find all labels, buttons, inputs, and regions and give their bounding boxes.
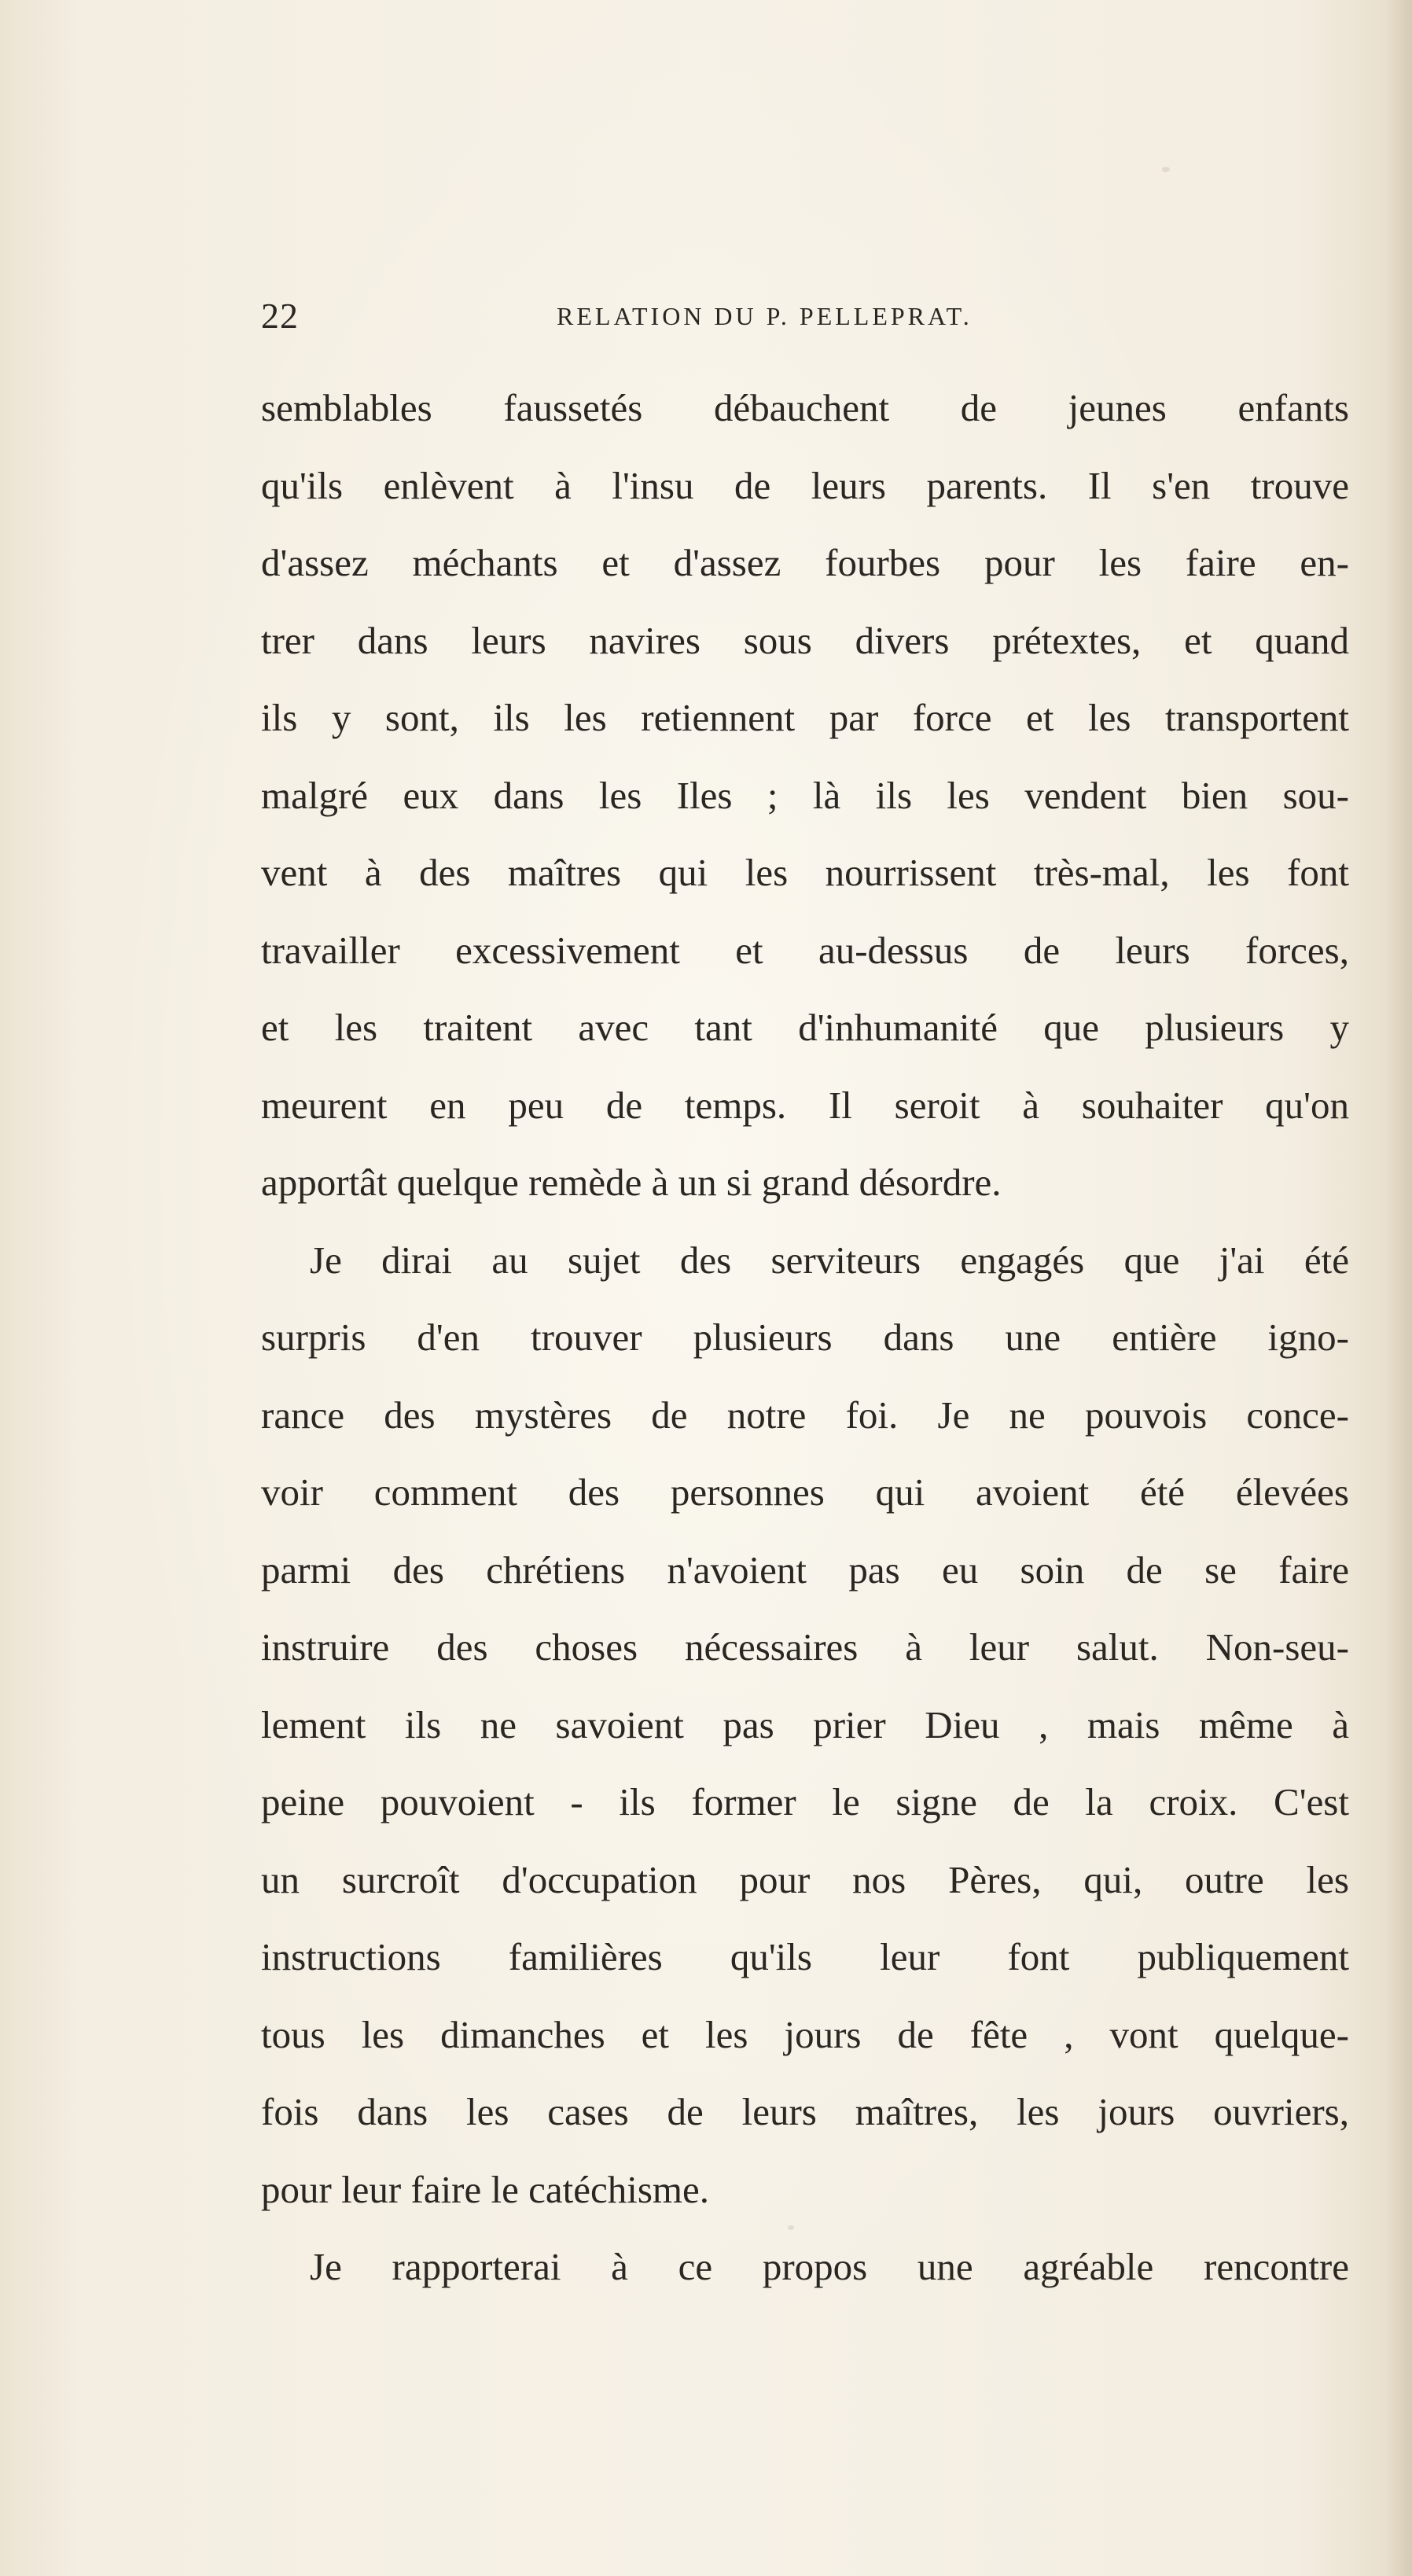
text-line: apportât quelque remède à un si grand désordre. [261, 1161, 1002, 1204]
text-line: lement ils ne savoient pas prier Dieu , mais même à [261, 1702, 1349, 1746]
text-line: d'assez méchants et d'assez fourbes pour les faire en- [261, 541, 1349, 584]
text-line: peine pouvoient - ils former le signe de la croix. C'est [261, 1780, 1349, 1823]
page-number: 22 [261, 296, 299, 336]
text-line: un surcroît d'occupation pour nos Pères, qui, outre les [261, 1857, 1349, 1901]
text-line: Je dirai au sujet des serviteurs engagés que j'ai été [310, 1238, 1349, 1282]
text-line: vent à des maîtres qui les nourrissent très-mal, les font [261, 851, 1349, 894]
text-line: malgré eux dans les Iles ; là ils les vendent bien sou- [261, 773, 1349, 817]
text-line: travailler excessivement et au-dessus de leurs forces, [261, 928, 1349, 972]
body-text [261, 370, 1349, 2306]
text-line: ils y sont, ils les retiennent par force et les transportent [261, 696, 1349, 739]
text-line: instruire des choses nécessaires à leur salut. Non-seu- [261, 1625, 1349, 1669]
text-line: meurent en peu de temps. Il seroit à souhaiter qu'on [261, 1083, 1349, 1127]
text-line: trer dans leurs navires sous divers prétextes, et quand [261, 618, 1349, 662]
text-line: qu'ils enlèvent à l'insu de leurs parents. Il s'en trouve [261, 463, 1349, 507]
text-line: surpris d'en trouver plusieurs dans une entière igno- [261, 1316, 1349, 1359]
running-title: RELATION DU P. PELLEPRAT. [557, 302, 973, 330]
text-line: rance des mystères de notre foi. Je ne pouvois conce- [261, 1393, 1349, 1437]
text-line: semblables faussetés débauchent de jeunes enfants [261, 386, 1349, 429]
text-line: voir comment des personnes qui avoient été élevées [261, 1470, 1349, 1514]
paper-spot [1162, 167, 1170, 172]
text-line: instructions familières qu'ils leur font publiquement [261, 1935, 1349, 1978]
text-line: et les traitent avec tant d'inhumanité que plusieurs y [261, 1006, 1349, 1049]
text-line: Je rapporterai à ce propos une agréable rencontre [310, 2245, 1349, 2288]
text-line: fois dans les cases de leurs maîtres, les jours ouvriers, [261, 2090, 1349, 2133]
text-line: parmi des chrétiens n'avoient pas eu soin de se faire [261, 1547, 1349, 1592]
text-line: pour leur faire le catéchisme. [261, 2167, 710, 2211]
page-header [261, 293, 1349, 340]
text-line: tous les dimanches et les jours de fête , vont quelque- [261, 2012, 1349, 2056]
